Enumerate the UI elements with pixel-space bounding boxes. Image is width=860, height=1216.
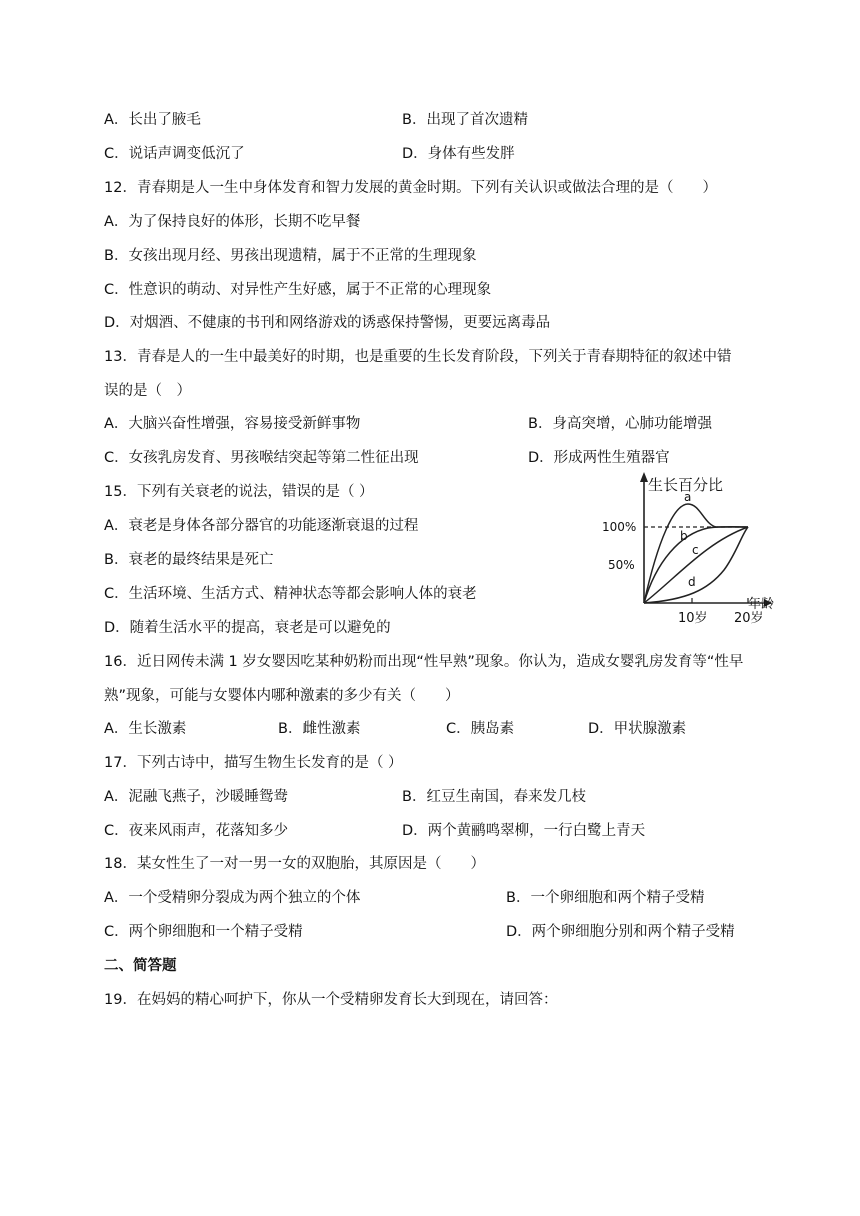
curve-b-label: b <box>680 529 688 543</box>
q15-option-b: B．衰老的最终结果是死亡 <box>104 552 274 568</box>
q13-stem-line2: 误的是（ ） <box>104 383 191 399</box>
curve-c-label: c <box>692 543 699 557</box>
q18-stem: 18．某女性生了一对一男一女的双胞胎，其原因是（ ） <box>104 856 485 872</box>
y-axis-label: 生长百分比 <box>648 476 724 494</box>
q12-option-c: C．性意识的萌动、对异性产生好感，属于不正常的心理现象 <box>104 282 492 298</box>
q13-option-d: D．形成两性生殖器官 <box>528 450 670 466</box>
curve-d-label: d <box>688 575 696 589</box>
q13-stem-line1: 13．青春是人的一生中最美好的时期，也是重要的生长发育阶段，下列关于青春期特征的叙述中错 <box>104 349 732 365</box>
q17-option-a: A．泥融飞燕子，沙暖睡鸳鸯 <box>104 789 288 805</box>
curve-a-label: a <box>684 490 692 504</box>
section-heading: 二、简答题 <box>104 958 177 974</box>
q18-option-b: B．一个卵细胞和两个精子受精 <box>506 890 705 906</box>
q16-option-c: C．胰岛素 <box>446 721 515 737</box>
q11-option-a: A．长出了腋毛 <box>104 112 201 128</box>
x-axis-label: 年龄 <box>748 597 775 612</box>
q16-option-b: B．雌性激素 <box>278 721 361 737</box>
q18-option-a: A．一个受精卵分裂成为两个独立的个体 <box>104 890 361 906</box>
y-tick-50: 50% <box>608 558 635 572</box>
q11-option-c: C．说话声调变低沉了 <box>104 146 245 162</box>
growth-curve-figure <box>596 470 806 630</box>
q19-stem: 19．在妈妈的精心呵护下，你从一个受精卵发育长大到现在，请回答： <box>104 992 558 1008</box>
x-tick-label-10: 10岁 <box>678 611 708 626</box>
q18-option-d: D．两个卵细胞分别和两个精子受精 <box>506 924 735 940</box>
x-tick-label-20: 20岁 <box>734 611 764 626</box>
q12-stem: 12．青春期是人一生中身体发育和智力发展的黄金时期。下列有关认识或做法合理的是（ ） <box>104 180 717 196</box>
q18-option-c: C．两个卵细胞和一个精子受精 <box>104 924 303 940</box>
q17-option-d: D．两个黄鹂鸣翠柳，一行白鹭上青天 <box>402 823 646 839</box>
q12-option-a: A．为了保持良好的体形，长期不吃早餐 <box>104 214 361 230</box>
q17-option-c: C．夜来风雨声，花落知多少 <box>104 823 289 839</box>
q16-stem-line1: 16．近日网传未满 1 岁女婴因吃某种奶粉而出现“性早熟”现象。你认为，造成女婴乳房发育等“性早 <box>104 654 744 670</box>
q12-option-b: B．女孩出现月经、男孩出现遗精，属于不正常的生理现象 <box>104 248 477 264</box>
q16-option-d: D．甲状腺激素 <box>588 721 687 737</box>
q16-stem-line2: 熟”现象，可能与女婴体内哪种激素的多少有关（ ） <box>104 688 460 704</box>
q11-option-b: B．出现了首次遗精 <box>402 112 528 128</box>
q15-option-a: A．衰老是身体各部分器官的功能逐渐衰退的过程 <box>104 518 419 534</box>
y-axis-arrow <box>640 472 648 482</box>
q17-option-b: B．红豆生南国，春来发几枝 <box>402 789 586 805</box>
y-tick-100: 100% <box>602 520 637 534</box>
q15-option-d: D．随着生活水平的提高，衰老是可以避免的 <box>104 620 391 636</box>
q15-option-c: C．生活环境、生活方式、精神状态等都会影响人体的衰老 <box>104 586 477 602</box>
q12-option-d: D．对烟酒、不健康的书刊和网络游戏的诱惑保持警惕，更要远离毒品 <box>104 315 551 331</box>
curve-d <box>644 527 748 603</box>
q17-stem: 17．下列古诗中，描写生物生长发育的是（ ） <box>104 755 403 771</box>
q13-option-b: B．身高突增，心肺功能增强 <box>528 416 712 432</box>
q11-option-d: D．身体有些发胖 <box>402 146 515 162</box>
q15-stem: 15．下列有关衰老的说法，错误的是（ ） <box>104 484 374 500</box>
q13-option-c: C．女孩乳房发育、男孩喉结突起等第二性征出现 <box>104 450 419 466</box>
q16-option-a: A．生长激素 <box>104 721 187 737</box>
q13-option-a: A．大脑兴奋性增强，容易接受新鲜事物 <box>104 416 361 432</box>
